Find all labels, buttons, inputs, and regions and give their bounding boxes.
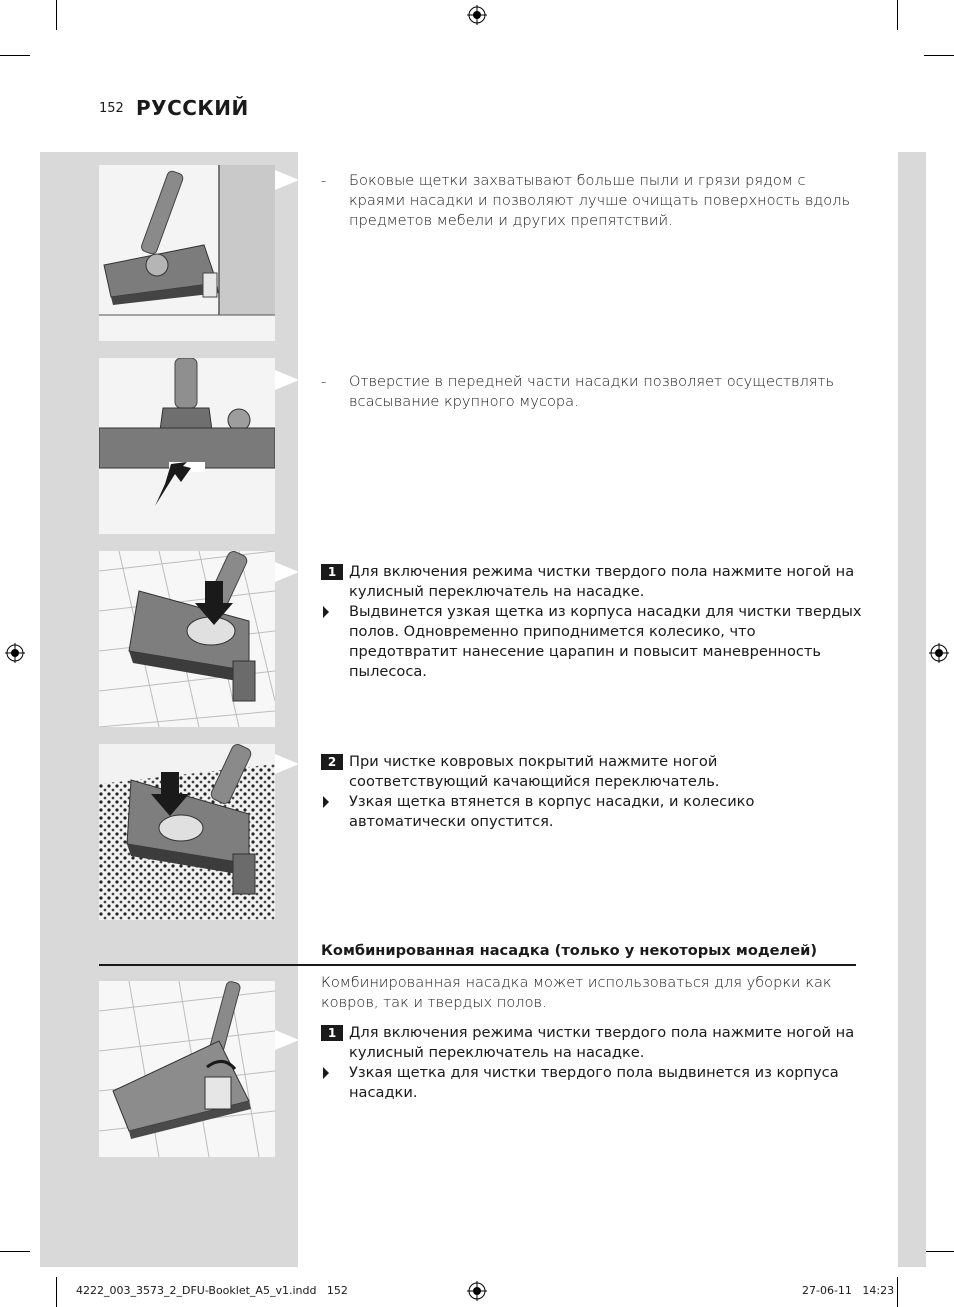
list-item	[321, 372, 866, 412]
registration-mark-top-icon	[467, 5, 487, 25]
pointer-notch	[275, 754, 299, 774]
heading-rule	[99, 964, 856, 966]
step-item	[321, 562, 866, 602]
item-text: При чистке ковровых покрытий нажмите ногой соответствующий качающийся переключатель.	[349, 753, 720, 790]
section-combo-steps	[321, 1023, 866, 1103]
section-heading: Комбинированная насадка (только у некоторых моделей)	[321, 942, 818, 959]
section-front-opening	[321, 372, 866, 412]
dash-marker: -	[321, 172, 327, 189]
result-item	[321, 1063, 866, 1103]
footer-date: 27-06-11 14:23	[802, 1284, 895, 1297]
result-item	[321, 602, 866, 682]
illustration-hard-floor-pedal	[99, 551, 275, 727]
item-text: Выдвинется узкая щетка из корпуса насадки для чистки твердых полов. Одновременно приподнимется колесико, что предотвратит нанесение царапин и повысит маневренность пылесоса.	[349, 603, 862, 680]
registration-mark-left-icon	[5, 643, 25, 663]
triangle-bullet-icon	[323, 1067, 329, 1079]
combo-intro: Комбинированная насадка может использоваться для уборки как ковров, так и твердых полов.	[321, 974, 832, 1011]
crop-mark	[56, 1277, 57, 1307]
step-item	[321, 752, 761, 792]
triangle-bullet-icon	[323, 606, 329, 618]
section-side-brushes	[321, 171, 866, 231]
illustration-carpet-pedal	[99, 744, 275, 920]
list-item	[321, 171, 866, 231]
item-text: Узкая щетка для чистки твердого пола выдвинется из корпуса насадки.	[349, 1064, 839, 1101]
language-title: РУССКИЙ	[136, 96, 249, 120]
section-carpet	[321, 752, 761, 832]
pointer-notch	[275, 170, 299, 190]
illustration-combination-nozzle	[99, 981, 275, 1157]
step-item	[321, 1023, 866, 1063]
illustration-front-opening	[99, 358, 275, 534]
step-number-badge: 1	[321, 1025, 343, 1041]
registration-mark-right-icon	[929, 643, 949, 663]
registration-mark-bottom-icon	[467, 1281, 487, 1301]
pointer-notch	[275, 562, 299, 582]
crop-mark	[0, 1251, 30, 1252]
crop-mark	[56, 0, 57, 30]
right-margin-band	[898, 152, 926, 1267]
crop-mark	[924, 55, 954, 56]
section-hard-floor	[321, 562, 866, 682]
item-text: Для включения режима чистки твердого пола нажмите ногой на кулисный переключатель на насадке.	[349, 563, 855, 600]
page-number: 152	[99, 101, 124, 116]
footer-file-info: 4222_003_3573_2_DFU-Booklet_A5_v1.indd 152	[76, 1284, 348, 1297]
illustration-side-brushes	[99, 165, 275, 341]
pointer-notch	[275, 370, 299, 390]
triangle-bullet-icon	[323, 796, 329, 808]
item-text: Узкая щетка втянется в корпус насадки, и колесико автоматически опустится.	[349, 793, 755, 830]
crop-mark	[897, 1277, 898, 1307]
crop-mark	[924, 1251, 954, 1252]
item-text: Отверстие в передней части насадки позволяет осуществлять всасывание крупного мусора.	[349, 373, 835, 410]
item-text: Боковые щетки захватывают больше пыли и грязи рядом с краями насадки и позволяют лучше очищать поверхность вдоль предметов мебели и других препятствий.	[349, 172, 851, 229]
dash-marker: -	[321, 373, 327, 390]
pointer-notch	[275, 1030, 299, 1050]
item-text: Для включения режима чистки твердого пола нажмите ногой на кулисный переключатель на насадке.	[349, 1024, 855, 1061]
crop-mark	[0, 55, 30, 56]
crop-mark	[897, 0, 898, 30]
result-item	[321, 792, 761, 832]
step-number-badge: 1	[321, 564, 343, 580]
step-number-badge: 2	[321, 754, 343, 770]
